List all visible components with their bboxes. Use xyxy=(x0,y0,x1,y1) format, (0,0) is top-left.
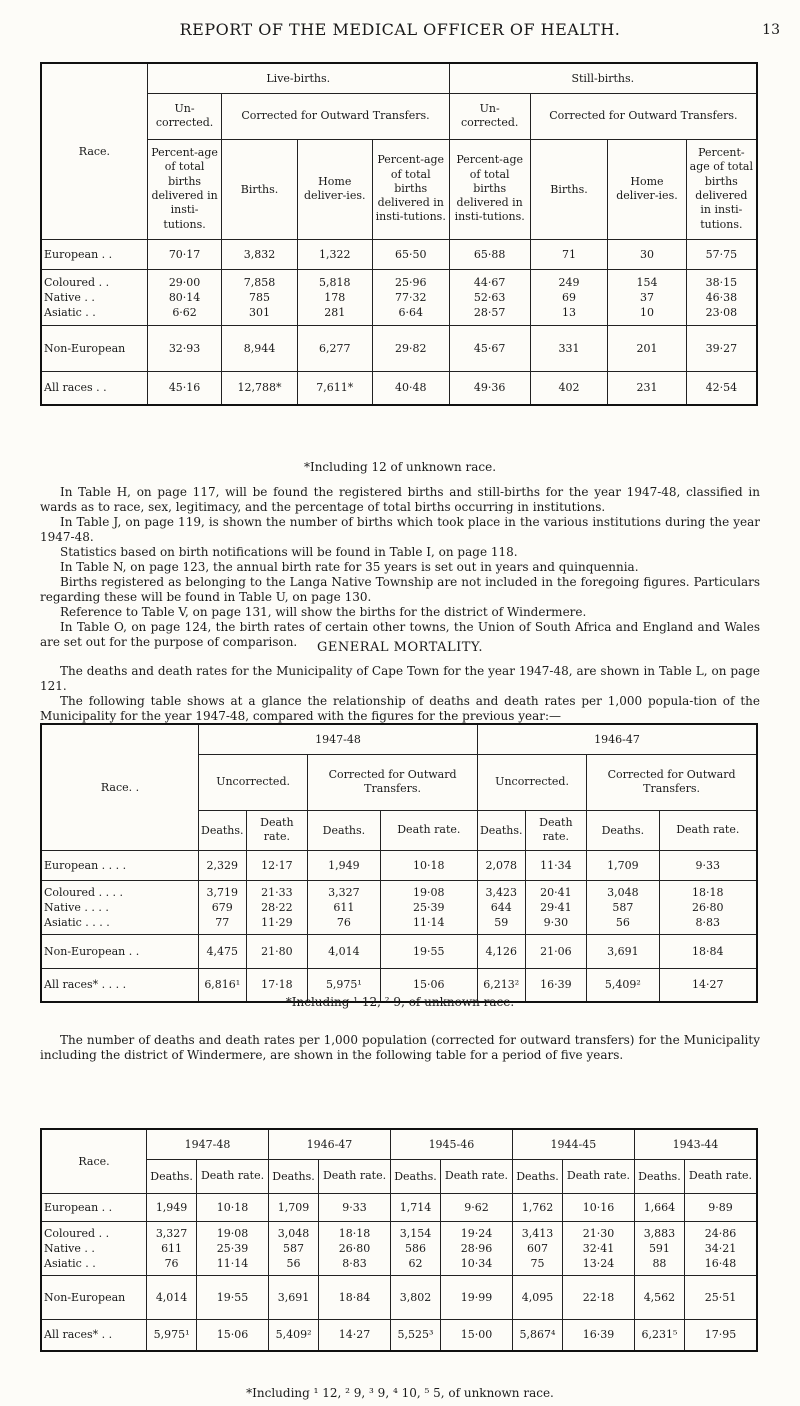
cell: 22·18 xyxy=(563,1275,635,1319)
cell: 44·67 xyxy=(473,275,506,289)
deaths-header: Deaths. xyxy=(634,1159,684,1193)
row-label: Coloured . . xyxy=(44,275,110,289)
year-header: 1947-48 xyxy=(147,1129,269,1159)
row-label: Native . . . . xyxy=(44,900,109,914)
cell: 679 xyxy=(211,900,233,914)
row-label: Non-European . . xyxy=(41,934,199,968)
section-heading: GENERAL MORTALITY. xyxy=(316,640,484,655)
year-header: 1944-45 xyxy=(512,1129,634,1159)
year-header: 1946-47 xyxy=(477,724,757,754)
cell: 12·17 xyxy=(246,850,308,880)
live-births-header: Live-births. xyxy=(147,63,449,93)
paragraph: In Table J, on page 119, is shown the number of births which took place in the various institutions during the year 1947-48. xyxy=(40,515,760,544)
cell: 8,944 xyxy=(222,325,297,371)
cell: 3,691 xyxy=(268,1275,318,1319)
cell: 16·39 xyxy=(563,1319,635,1351)
pct-header: Percent-age of total births delivered in insti-tutions. xyxy=(686,139,757,239)
cell: 3,832 xyxy=(222,239,297,269)
page-header xyxy=(0,20,800,50)
year-header: 1945-46 xyxy=(390,1129,512,1159)
table1-footnote: *Including 12 of unknown race. xyxy=(303,460,497,474)
cell: 10 xyxy=(639,305,654,319)
cell: 19·24 xyxy=(460,1226,493,1240)
cell: 2,078 xyxy=(477,850,525,880)
cell: 5,975¹ xyxy=(147,1319,197,1351)
cell: 70·17 xyxy=(147,239,221,269)
cell: 14·27 xyxy=(659,968,757,1002)
page-title: REPORT OF THE MEDICAL OFFICER OF HEALTH. xyxy=(179,20,621,39)
cell: 88 xyxy=(652,1256,667,1270)
table-row xyxy=(41,269,757,325)
row-label: European . . xyxy=(41,1193,147,1221)
cell: 20·41 xyxy=(540,885,572,899)
row-label: Coloured . . xyxy=(44,1226,110,1240)
cell: 3,719 xyxy=(206,885,239,899)
cell: 4,014 xyxy=(308,934,380,968)
five-year-deaths-table xyxy=(40,1128,758,1352)
cell: 9·62 xyxy=(441,1193,513,1221)
cell: 26·80 xyxy=(338,1241,371,1255)
table-row xyxy=(41,371,757,405)
cell: 28·22 xyxy=(261,900,293,914)
cell: 611 xyxy=(161,1241,183,1255)
cell: 1,322 xyxy=(297,239,372,269)
cell: 3,423 xyxy=(485,885,517,899)
cell: 11·34 xyxy=(525,850,587,880)
table-row xyxy=(41,1319,757,1351)
cell: 62 xyxy=(408,1256,423,1270)
cell: 1,709 xyxy=(587,850,659,880)
deaths-header: Deaths. xyxy=(390,1159,440,1193)
row-label: European . . xyxy=(41,239,147,269)
cell: 5,975¹ xyxy=(308,968,380,1002)
year-header: 1947-48 xyxy=(199,724,478,754)
cell: 5,818 xyxy=(319,275,351,289)
still-corrected-header: Corrected for Outward Transfers. xyxy=(530,93,757,139)
cell: 19·08 xyxy=(413,885,445,899)
deaths-header: Deaths. xyxy=(199,810,247,850)
row-label: Non-European xyxy=(41,325,147,371)
births-header: Births. xyxy=(530,139,608,239)
cell: 39·27 xyxy=(686,325,757,371)
cell: 13·24 xyxy=(582,1256,615,1270)
cell: 2,329 xyxy=(199,850,247,880)
cell: 16·39 xyxy=(525,968,587,1002)
death-rate-header: Death rate. xyxy=(685,1159,758,1193)
cell: 21·30 xyxy=(582,1226,615,1240)
row-label: Native . . xyxy=(44,1241,95,1255)
cell: 76 xyxy=(336,915,351,929)
deaths-header: Deaths. xyxy=(587,810,659,850)
cell: 591 xyxy=(648,1241,670,1255)
live-uncorrected-header: Un-corrected. xyxy=(147,93,221,139)
death-rate-header: Death rate. xyxy=(197,1159,269,1193)
cell: 6,816¹ xyxy=(199,968,247,1002)
table-row xyxy=(41,239,757,269)
paragraph: Births registered as belonging to the Langa Native Township are not included in the foregoing figures. Particulars regarding these will be found in Table U, on page 130. xyxy=(40,575,760,604)
cell: 69 xyxy=(561,290,576,304)
cell: 34·21 xyxy=(704,1241,737,1255)
row-label: All races . . xyxy=(41,371,147,405)
race-header: Race. xyxy=(41,1129,147,1193)
cell: 611 xyxy=(333,900,355,914)
deaths-header: Deaths. xyxy=(147,1159,197,1193)
cell: 77·32 xyxy=(394,290,427,304)
table-row xyxy=(41,1221,757,1275)
births-table xyxy=(40,62,758,406)
five-year-text xyxy=(40,1033,760,1063)
cell: 1,664 xyxy=(634,1193,684,1221)
table-row xyxy=(41,880,757,934)
table3-footnote: *Including ¹ 12, ² 9, ³ 9, ⁴ 10, ⁵ 5, of unknown race. xyxy=(246,1386,554,1400)
cell: 8·83 xyxy=(342,1256,367,1270)
deaths-comparison-table xyxy=(40,723,758,1003)
paragraph: In Table N, on page 123, the annual birth rate for 35 years is set out in years and quinquennia. xyxy=(60,560,639,574)
row-label: All races* . . . . xyxy=(41,968,199,1002)
cell: 402 xyxy=(530,371,608,405)
still-uncorrected-header: Un-corrected. xyxy=(449,93,530,139)
corrected-header: Corrected for Outward Transfers. xyxy=(587,754,757,810)
cell: 301 xyxy=(249,305,270,319)
cell: 19·55 xyxy=(197,1275,269,1319)
cell: 19·08 xyxy=(216,1226,249,1240)
table-row xyxy=(41,1193,757,1221)
corrected-header: Corrected for Outward Transfers. xyxy=(308,754,478,810)
cell: 80·14 xyxy=(168,290,201,304)
cell: 37 xyxy=(639,290,654,304)
table2-footnote: *Including ¹ 12, ² 9, of unknown race. xyxy=(285,995,515,1009)
cell: 1,762 xyxy=(512,1193,562,1221)
cell: 65·50 xyxy=(372,239,449,269)
cell: 56 xyxy=(286,1256,301,1270)
row-label: Asiatic . . . . xyxy=(44,915,110,929)
cell: 3,327 xyxy=(155,1226,188,1240)
cell: 3,327 xyxy=(328,885,360,899)
cell: 26·80 xyxy=(692,900,724,914)
cell: 32·41 xyxy=(582,1241,615,1255)
pct-header: Percent-age of total births delivered in insti-tutions. xyxy=(147,139,221,239)
cell: 201 xyxy=(608,325,686,371)
cell: 25·39 xyxy=(413,900,445,914)
cell: 5,409² xyxy=(587,968,659,1002)
year-header: 1943-44 xyxy=(634,1129,757,1159)
cell: 6,213² xyxy=(477,968,525,1002)
paragraph: In Table O, on page 124, the birth rates of certain other towns, the Union of South Africa and England and Wales are set out for the purpose of comparison. xyxy=(40,620,760,649)
cell: 25·39 xyxy=(216,1241,249,1255)
cell: 11·14 xyxy=(413,915,445,929)
cell: 4,014 xyxy=(147,1275,197,1319)
cell: 14·27 xyxy=(319,1319,391,1351)
pct-header: Percent-age of total births delivered in insti-tutions. xyxy=(449,139,530,239)
cell: 12,788* xyxy=(222,371,297,405)
cell: 10·18 xyxy=(197,1193,269,1221)
mortality-text xyxy=(40,664,760,724)
page-number: 13 xyxy=(762,22,780,38)
cell: 49·36 xyxy=(449,371,530,405)
year-header: 1946-47 xyxy=(268,1129,390,1159)
cell: 25·51 xyxy=(685,1275,758,1319)
cell: 77 xyxy=(215,915,230,929)
death-rate-header: Death rate. xyxy=(563,1159,635,1193)
death-rate-header: Death rate. xyxy=(441,1159,513,1193)
table-row xyxy=(41,1275,757,1319)
row-label: Asiatic . . xyxy=(44,1256,96,1270)
cell: 42·54 xyxy=(686,371,757,405)
row-label: European . . . . xyxy=(41,850,199,880)
paragraph: In Table H, on page 117, will be found the registered births and still-births for the year 1947-48, classified in wards as to race, sex, legitimacy, and the percentage of total births occurring in institutions. xyxy=(40,485,760,514)
cell: 231 xyxy=(608,371,686,405)
cell: 11·29 xyxy=(261,915,293,929)
cell: 3,413 xyxy=(521,1226,554,1240)
cell: 3,048 xyxy=(607,885,639,899)
cell: 56 xyxy=(615,915,630,929)
death-rate-header: Death rate. xyxy=(246,810,308,850)
cell: 6·62 xyxy=(172,305,197,319)
live-corrected-header: Corrected for Outward Transfers. xyxy=(222,93,449,139)
cell: 5,867⁴ xyxy=(512,1319,562,1351)
table-row xyxy=(41,850,757,880)
cell: 3,802 xyxy=(390,1275,440,1319)
cell: 9·89 xyxy=(685,1193,758,1221)
deaths-header: Deaths. xyxy=(512,1159,562,1193)
deaths-header: Deaths. xyxy=(477,810,525,850)
cell: 28·57 xyxy=(473,305,506,319)
cell: 154 xyxy=(636,275,658,289)
paragraph: Statistics based on birth notifications will be found in Table I, on page 118. xyxy=(60,545,518,559)
cell: 6·64 xyxy=(398,305,423,319)
cell: 587 xyxy=(612,900,634,914)
cell: 65·88 xyxy=(449,239,530,269)
cell: 38·15 xyxy=(705,275,738,289)
cell: 10·18 xyxy=(380,850,477,880)
cell: 17·95 xyxy=(685,1319,758,1351)
cell: 19·99 xyxy=(441,1275,513,1319)
cell: 23·08 xyxy=(705,305,738,319)
cell: 21·80 xyxy=(246,934,308,968)
cell: 4,475 xyxy=(199,934,247,968)
paragraph: The number of deaths and death rates per 1,000 population (corrected for outward transfers) for the Municipality including the district of Windermere, are shown in the following table for a period of five years. xyxy=(40,1033,760,1062)
cell: 21·33 xyxy=(261,885,293,899)
cell: 18·18 xyxy=(692,885,724,899)
cell: 9·33 xyxy=(659,850,757,880)
cell: 45·16 xyxy=(147,371,221,405)
race-header: Race. . xyxy=(41,724,199,850)
cell: 4,562 xyxy=(634,1275,684,1319)
cell: 3,883 xyxy=(643,1226,676,1240)
cell: 24·86 xyxy=(704,1226,737,1240)
cell: 25·96 xyxy=(394,275,427,289)
cell: 7,858 xyxy=(243,275,276,289)
cell: 3,048 xyxy=(277,1226,310,1240)
home-header: Home deliver-ies. xyxy=(608,139,686,239)
cell: 587 xyxy=(283,1241,305,1255)
race-header: Race. xyxy=(41,63,147,239)
cell: 45·67 xyxy=(449,325,530,371)
paragraph: Reference to Table V, on page 131, will show the births for the district of Windermere. xyxy=(60,605,587,619)
cell: 1,949 xyxy=(147,1193,197,1221)
cell: 607 xyxy=(526,1241,548,1255)
uncorrected-header: Uncorrected. xyxy=(477,754,586,810)
cell: 4,126 xyxy=(477,934,525,968)
cell: 29·41 xyxy=(540,900,572,914)
death-rate-header: Death rate. xyxy=(380,810,477,850)
paragraph: The deaths and death rates for the Municipality of Cape Town for the year 1947-48, are shown in Table L, on page 121. xyxy=(40,664,760,693)
cell: 331 xyxy=(530,325,608,371)
cell: 3,691 xyxy=(587,934,659,968)
cell: 52·63 xyxy=(473,290,506,304)
cell: 29·82 xyxy=(372,325,449,371)
cell: 75 xyxy=(530,1256,545,1270)
births-header: Births. xyxy=(222,139,297,239)
row-label: Non-European xyxy=(41,1275,147,1319)
cell: 6,277 xyxy=(297,325,372,371)
cell: 9·30 xyxy=(543,915,569,929)
cell: 5,409² xyxy=(268,1319,318,1351)
uncorrected-header: Uncorrected. xyxy=(199,754,308,810)
death-rate-header: Death rate. xyxy=(525,810,587,850)
death-rate-header: Death rate. xyxy=(319,1159,391,1193)
cell: 40·48 xyxy=(372,371,449,405)
pct-header: Percent-age of total births delivered in insti-tutions. xyxy=(372,139,449,239)
cell: 281 xyxy=(324,305,346,319)
row-label: Coloured . . . . xyxy=(44,885,124,899)
cell: 3,154 xyxy=(399,1226,432,1240)
births-text xyxy=(40,485,760,650)
cell: 7,611* xyxy=(297,371,372,405)
cell: 586 xyxy=(405,1241,426,1255)
deaths-header: Deaths. xyxy=(308,810,380,850)
cell: 6,231⁵ xyxy=(634,1319,684,1351)
cell: 30 xyxy=(608,239,686,269)
cell: 9·33 xyxy=(319,1193,391,1221)
cell: 21·06 xyxy=(525,934,587,968)
cell: 18·18 xyxy=(338,1226,371,1240)
cell: 15·00 xyxy=(441,1319,513,1351)
cell: 11·14 xyxy=(216,1256,249,1270)
row-label: Native . . xyxy=(44,290,95,304)
home-header: Home deliver-ies. xyxy=(297,139,372,239)
death-rate-header: Death rate. xyxy=(659,810,757,850)
cell: 46·38 xyxy=(705,290,738,304)
cell: 8·83 xyxy=(695,915,720,929)
table-row xyxy=(41,934,757,968)
cell: 71 xyxy=(530,239,608,269)
cell: 15·06 xyxy=(197,1319,269,1351)
cell: 32·93 xyxy=(147,325,221,371)
row-label: Asiatic . . xyxy=(44,305,96,319)
cell: 18·84 xyxy=(659,934,757,968)
cell: 10·34 xyxy=(460,1256,493,1270)
cell: 644 xyxy=(490,900,512,914)
cell: 28·96 xyxy=(460,1241,493,1255)
still-births-header: Still-births. xyxy=(449,63,757,93)
cell: 1,714 xyxy=(390,1193,440,1221)
cell: 76 xyxy=(164,1256,179,1270)
deaths-header: Deaths. xyxy=(268,1159,318,1193)
cell: 13 xyxy=(561,305,576,319)
cell: 10·16 xyxy=(563,1193,635,1221)
cell: 1,949 xyxy=(308,850,380,880)
cell: 5,525³ xyxy=(390,1319,440,1351)
cell: 4,095 xyxy=(512,1275,562,1319)
cell: 19·55 xyxy=(380,934,477,968)
cell: 17·18 xyxy=(246,968,308,1002)
cell: 785 xyxy=(249,290,270,304)
table-row xyxy=(41,325,757,371)
cell: 1,709 xyxy=(268,1193,318,1221)
cell: 15·06 xyxy=(380,968,477,1002)
paragraph: The following table shows at a glance the relationship of deaths and death rates per 1,000 popula-tion of the Municipality for the year 1947-48, compared with the figures for the previous year:— xyxy=(40,694,760,723)
cell: 249 xyxy=(558,275,580,289)
cell: 59 xyxy=(494,915,509,929)
cell: 16·48 xyxy=(704,1256,737,1270)
cell: 18·84 xyxy=(319,1275,391,1319)
cell: 178 xyxy=(324,290,346,304)
cell: 57·75 xyxy=(686,239,757,269)
row-label: All races* . . xyxy=(41,1319,147,1351)
cell: 29·00 xyxy=(168,275,201,289)
